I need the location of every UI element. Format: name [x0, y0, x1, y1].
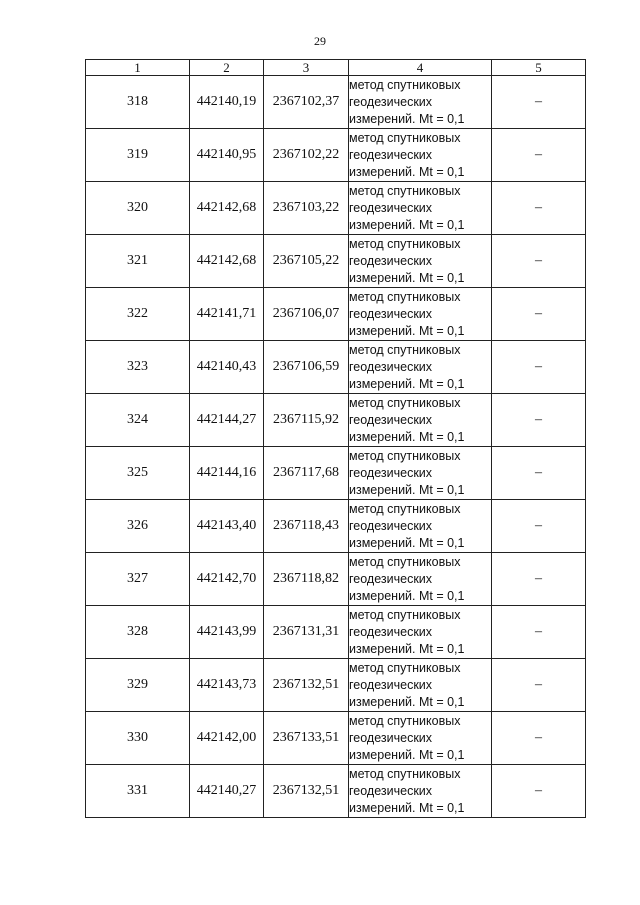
- method-line-2: геодезических: [349, 783, 433, 798]
- point-number: 322: [86, 288, 190, 341]
- coordinate-x: 442140,95: [190, 129, 264, 182]
- method-line-1: метод спутниковых: [349, 766, 461, 781]
- coordinate-y: 2367115,92: [264, 394, 349, 447]
- coordinate-x: 442143,40: [190, 500, 264, 553]
- method-line-3: измерений. Mt = 0,1: [349, 747, 465, 762]
- point-number: 323: [86, 341, 190, 394]
- point-number: 319: [86, 129, 190, 182]
- point-number: 327: [86, 553, 190, 606]
- method-description: [349, 659, 492, 712]
- method-line-2: геодезических: [349, 465, 433, 480]
- method-line-2: геодезических: [349, 359, 433, 374]
- point-number: 321: [86, 235, 190, 288]
- header-col-1: 1: [86, 60, 190, 76]
- method-line-3: измерений. Mt = 0,1: [349, 323, 465, 338]
- coordinate-y: 2367102,37: [264, 76, 349, 129]
- column-5-value: –: [492, 765, 586, 818]
- point-number: 326: [86, 500, 190, 553]
- method-description: [349, 235, 492, 288]
- point-number: 325: [86, 447, 190, 500]
- coordinate-x: 442140,43: [190, 341, 264, 394]
- coordinate-y: 2367117,68: [264, 447, 349, 500]
- method-description: [349, 553, 492, 606]
- column-5-value: –: [492, 235, 586, 288]
- method-line-2: геодезических: [349, 147, 433, 162]
- table-row: [86, 288, 586, 341]
- point-number: 324: [86, 394, 190, 447]
- method-line-1: метод спутниковых: [349, 660, 461, 675]
- method-line-3: измерений. Mt = 0,1: [349, 588, 465, 603]
- coordinate-y: 2367105,22: [264, 235, 349, 288]
- method-line-3: измерений. Mt = 0,1: [349, 217, 465, 232]
- coordinate-y: 2367102,22: [264, 129, 349, 182]
- method-line-1: метод спутниковых: [349, 183, 461, 198]
- coordinate-y: 2367106,07: [264, 288, 349, 341]
- coordinates-table: [85, 59, 586, 818]
- coordinate-x: 442140,27: [190, 765, 264, 818]
- column-5-value: –: [492, 394, 586, 447]
- coordinate-y: 2367118,82: [264, 553, 349, 606]
- method-line-1: метод спутниковых: [349, 236, 461, 251]
- header-col-5: 5: [492, 60, 586, 76]
- method-description: [349, 712, 492, 765]
- method-line-1: метод спутниковых: [349, 342, 461, 357]
- method-line-3: измерений. Mt = 0,1: [349, 694, 465, 709]
- header-col-3: 3: [264, 60, 349, 76]
- table-row: [86, 394, 586, 447]
- coordinate-x: 442144,16: [190, 447, 264, 500]
- method-line-3: измерений. Mt = 0,1: [349, 111, 465, 126]
- method-line-3: измерений. Mt = 0,1: [349, 800, 465, 815]
- table-row: [86, 606, 586, 659]
- coordinate-x: 442140,19: [190, 76, 264, 129]
- coordinate-x: 442144,27: [190, 394, 264, 447]
- coordinate-x: 442143,99: [190, 606, 264, 659]
- table-row: [86, 659, 586, 712]
- table-row: [86, 553, 586, 606]
- method-line-1: метод спутниковых: [349, 77, 461, 92]
- method-line-1: метод спутниковых: [349, 289, 461, 304]
- column-5-value: –: [492, 500, 586, 553]
- coordinate-x: 442142,00: [190, 712, 264, 765]
- column-5-value: –: [492, 129, 586, 182]
- column-5-value: –: [492, 553, 586, 606]
- header-col-4: 4: [349, 60, 492, 76]
- page-number: 29: [314, 34, 326, 48]
- table-row: [86, 765, 586, 818]
- coordinate-y: 2367132,51: [264, 765, 349, 818]
- column-5-value: –: [492, 659, 586, 712]
- point-number: 331: [86, 765, 190, 818]
- method-line-1: метод спутниковых: [349, 554, 461, 569]
- point-number: 329: [86, 659, 190, 712]
- column-5-value: –: [492, 606, 586, 659]
- method-line-1: метод спутниковых: [349, 130, 461, 145]
- point-number: 328: [86, 606, 190, 659]
- method-line-3: измерений. Mt = 0,1: [349, 641, 465, 656]
- method-line-2: геодезических: [349, 518, 433, 533]
- table-row: [86, 341, 586, 394]
- table-row: [86, 235, 586, 288]
- method-line-2: геодезических: [349, 306, 433, 321]
- method-line-1: метод спутниковых: [349, 713, 461, 728]
- coordinate-y: 2367131,31: [264, 606, 349, 659]
- method-line-2: геодезических: [349, 677, 433, 692]
- method-description: [349, 341, 492, 394]
- coordinate-x: 442142,68: [190, 182, 264, 235]
- point-number: 330: [86, 712, 190, 765]
- coordinate-x: 442142,70: [190, 553, 264, 606]
- table-row: [86, 182, 586, 235]
- method-description: [349, 129, 492, 182]
- coordinate-y: 2367106,59: [264, 341, 349, 394]
- method-line-3: измерений. Mt = 0,1: [349, 270, 465, 285]
- method-line-2: геодезических: [349, 571, 433, 586]
- method-line-3: измерений. Mt = 0,1: [349, 376, 465, 391]
- coordinate-y: 2367132,51: [264, 659, 349, 712]
- method-description: [349, 182, 492, 235]
- table-row: [86, 129, 586, 182]
- method-description: [349, 288, 492, 341]
- method-line-1: метод спутниковых: [349, 607, 461, 622]
- method-line-2: геодезических: [349, 94, 433, 109]
- table-row: [86, 447, 586, 500]
- table-row: [86, 712, 586, 765]
- method-line-2: геодезических: [349, 200, 433, 215]
- table-body: [86, 76, 586, 818]
- table-row: [86, 76, 586, 129]
- point-number: 320: [86, 182, 190, 235]
- method-line-1: метод спутниковых: [349, 448, 461, 463]
- method-line-3: измерений. Mt = 0,1: [349, 429, 465, 444]
- method-line-1: метод спутниковых: [349, 501, 461, 516]
- method-line-3: измерений. Mt = 0,1: [349, 482, 465, 497]
- coordinate-x: 442142,68: [190, 235, 264, 288]
- method-description: [349, 394, 492, 447]
- method-description: [349, 765, 492, 818]
- coordinate-y: 2367133,51: [264, 712, 349, 765]
- method-description: [349, 500, 492, 553]
- column-5-value: –: [492, 712, 586, 765]
- point-number: 318: [86, 76, 190, 129]
- column-5-value: –: [492, 341, 586, 394]
- method-line-3: измерений. Mt = 0,1: [349, 164, 465, 179]
- method-description: [349, 447, 492, 500]
- method-line-2: геодезических: [349, 412, 433, 427]
- column-5-value: –: [492, 76, 586, 129]
- method-description: [349, 606, 492, 659]
- table-header: [86, 60, 586, 76]
- column-5-value: –: [492, 288, 586, 341]
- method-line-2: геодезических: [349, 624, 433, 639]
- coordinate-x: 442143,73: [190, 659, 264, 712]
- method-line-1: метод спутниковых: [349, 395, 461, 410]
- method-line-3: измерений. Mt = 0,1: [349, 535, 465, 550]
- coordinate-x: 442141,71: [190, 288, 264, 341]
- method-description: [349, 76, 492, 129]
- column-5-value: –: [492, 182, 586, 235]
- coordinate-y: 2367118,43: [264, 500, 349, 553]
- header-col-2: 2: [190, 60, 264, 76]
- column-5-value: –: [492, 447, 586, 500]
- table-row: [86, 500, 586, 553]
- coordinate-y: 2367103,22: [264, 182, 349, 235]
- method-line-2: геодезических: [349, 730, 433, 745]
- method-line-2: геодезических: [349, 253, 433, 268]
